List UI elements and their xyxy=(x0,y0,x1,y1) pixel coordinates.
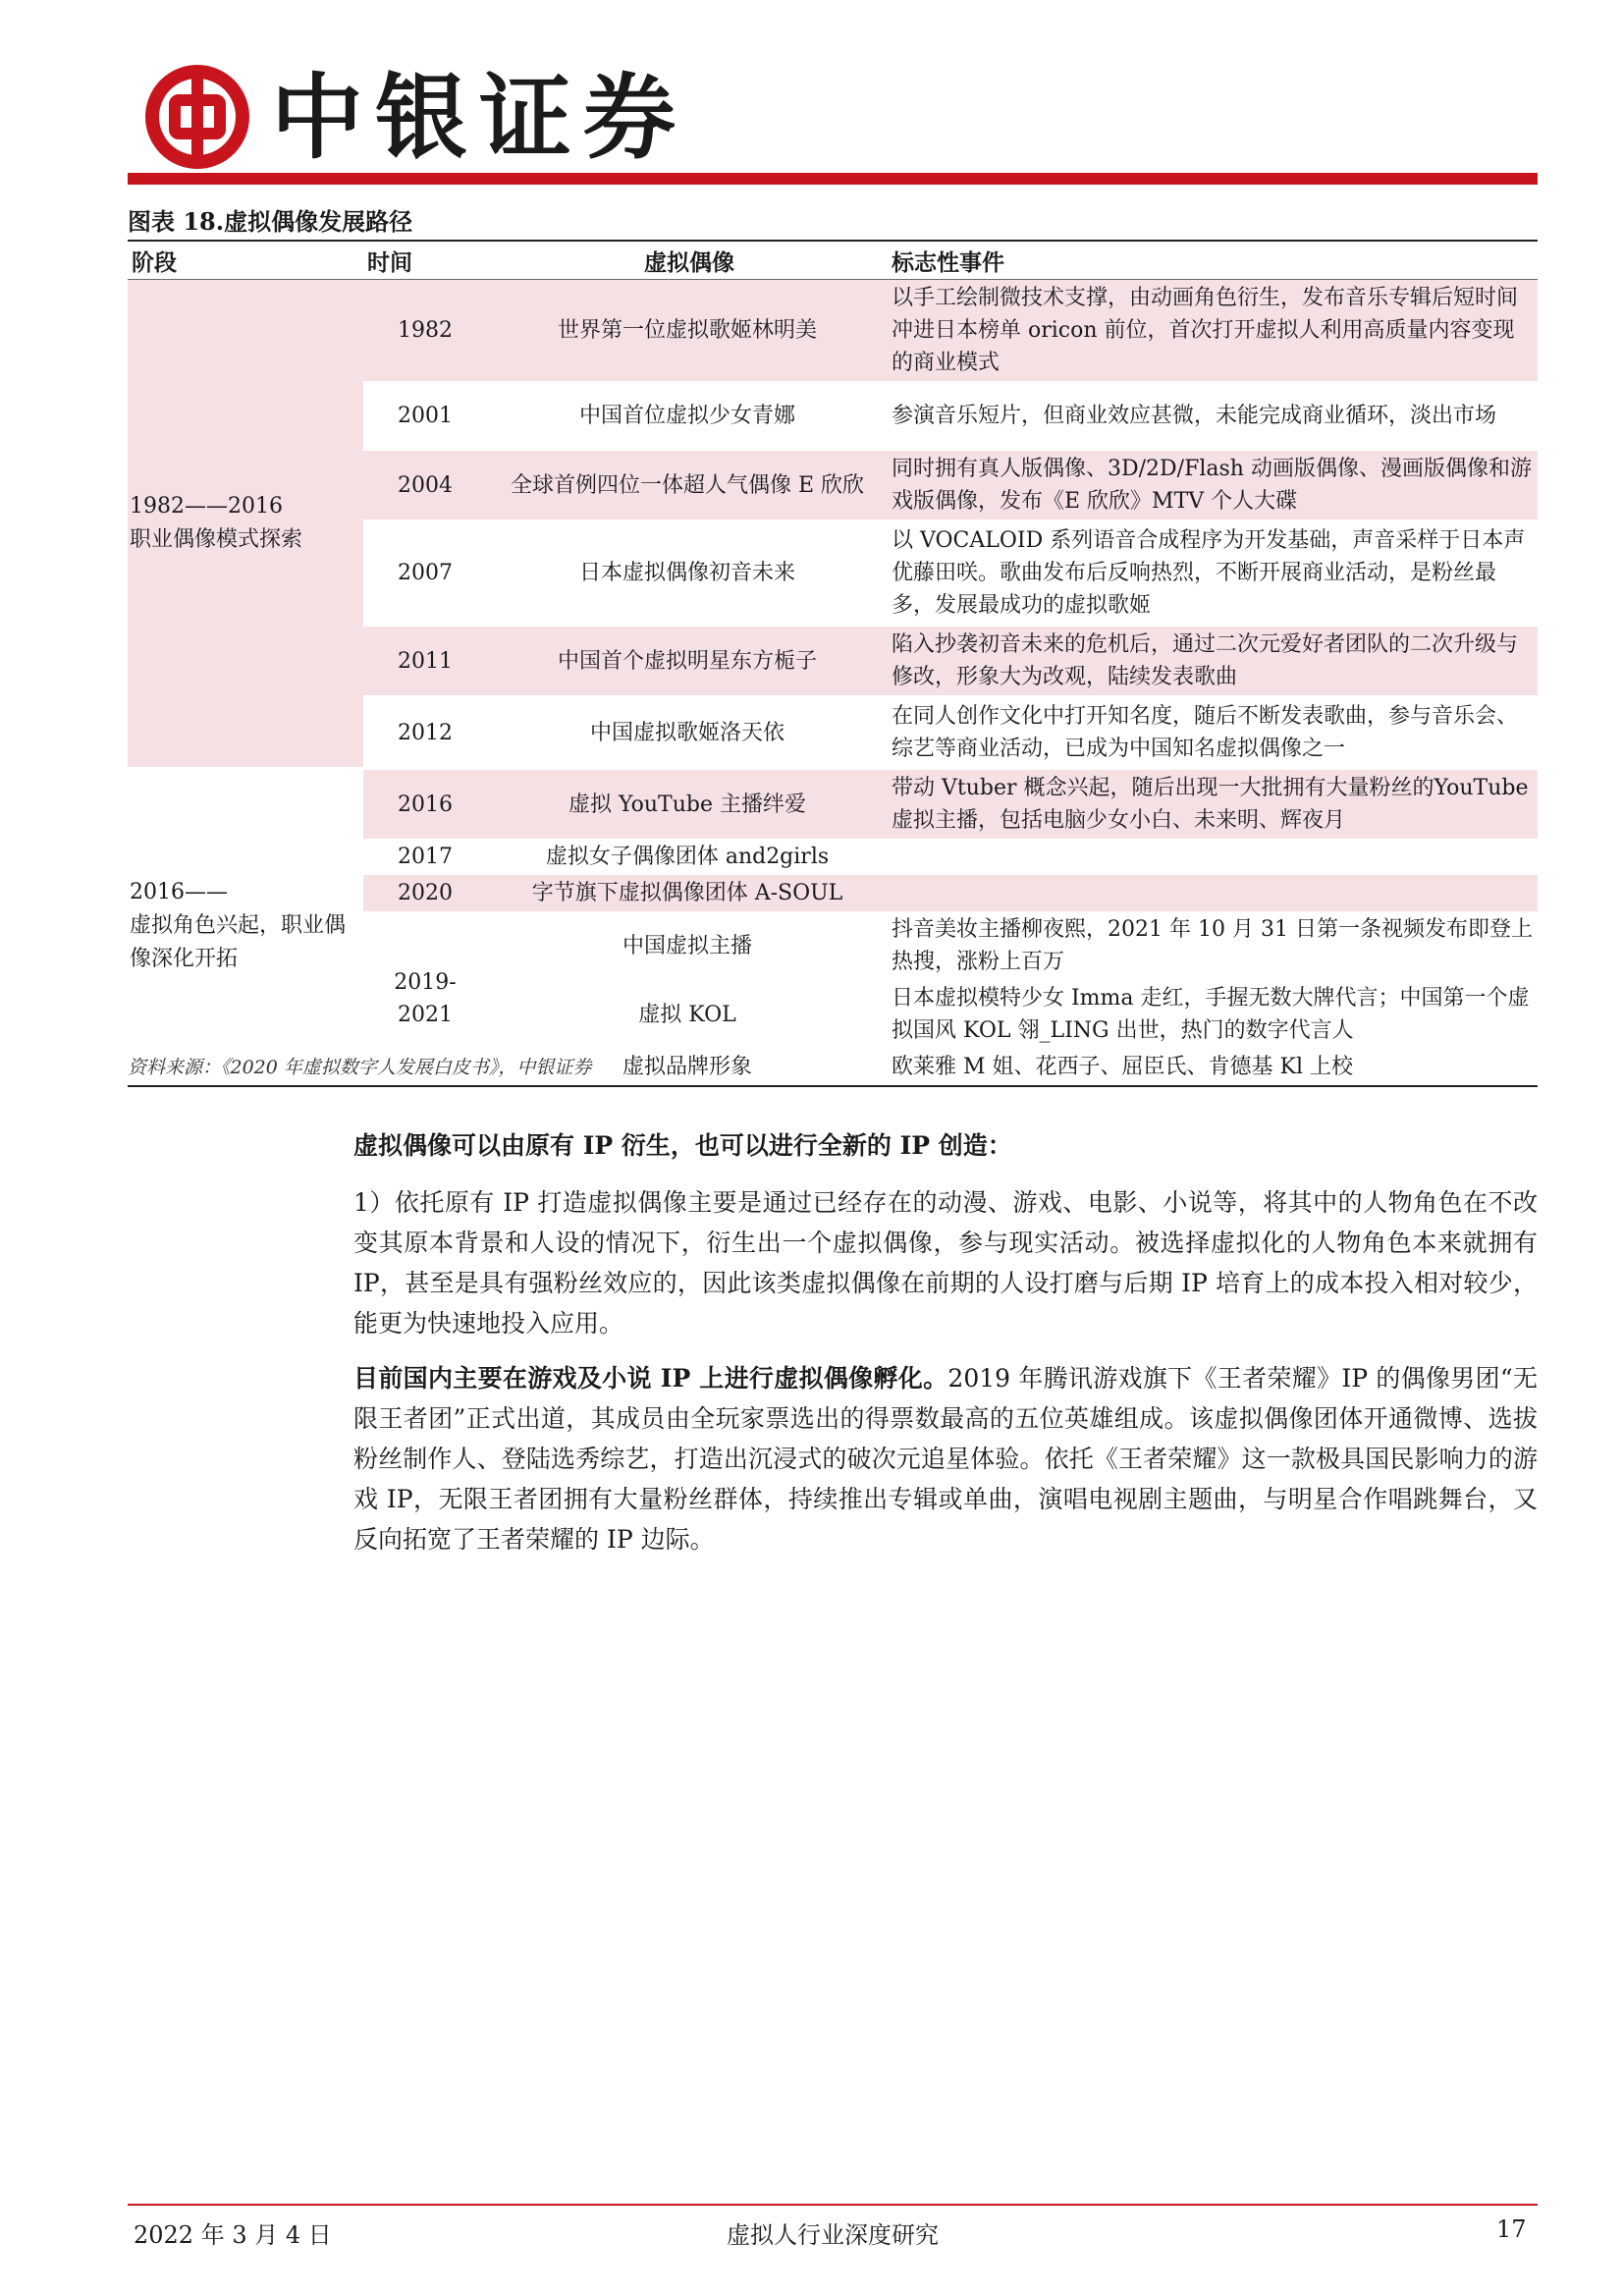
stage-cell-2 xyxy=(128,767,363,1085)
idol-timeline-table xyxy=(128,240,1538,1087)
year-cell: 2011 xyxy=(363,624,487,695)
header-rule xyxy=(128,173,1538,185)
event-cell: 同时拥有真人版偶像、3D/2D/Flash 动画版偶像、漫画版偶像和游戏版偶像，发布《E 欣欣》MTV 个人大碟 xyxy=(888,448,1538,519)
event-cell: 以 VOCALOID 系列语音合成程序为开发基础，声音采样于日本声优藤田咲。歌曲发布后反响热烈，不断开展商业活动，是粉丝最多，发展最成功的虚拟歌姬 xyxy=(888,519,1538,624)
stage-label: 2016—— 虚拟角色兴起，职业偶像深化开拓 xyxy=(130,880,347,971)
table-row xyxy=(128,280,1538,381)
section-heading: 虚拟偶像可以由原有 IP 衍生，也可以进行全新的 IP 创造： xyxy=(353,1131,1012,1160)
event-cell: 陷入抄袭初音未来的危机后，通过二次元爱好者团队的二次升级与修改，形象大为改观，陆续发表歌曲 xyxy=(888,624,1538,695)
col-idol: 虚拟偶像 xyxy=(487,242,888,280)
idol-cell: 中国虚拟主播 xyxy=(622,933,752,958)
idol-cell: 中国虚拟歌姬洛天依 xyxy=(487,695,888,767)
event-cell: 参演音乐短片，但商业效应甚微，未能完成商业循环，淡出市场 xyxy=(888,381,1538,448)
event-cell xyxy=(888,875,1538,911)
figure-source: 资料来源：《2020 年虚拟数字人发展白皮书》，中银证券 xyxy=(128,1057,592,1078)
event-cell: 抖音美妆主播柳夜熙，2021 年 10 月 31 日第一条视频发布即登上热搜，涨粉上百万 xyxy=(892,917,1533,974)
figure-title: 图表 18.虚拟偶像发展路径 xyxy=(128,207,413,236)
footer-date: 2022 年 3 月 4 日 xyxy=(134,2221,332,2249)
col-event: 标志性事件 xyxy=(888,242,1538,280)
brand-name: 中银证券 xyxy=(271,64,688,172)
idol-cell: 虚拟品牌形象 xyxy=(622,1055,752,1079)
paragraph-2-body: 2019 年腾讯游戏旗下《王者荣耀》IP 的偶像男团“无限王者团”正式出道，其成员由全玩家票选出的得票数最高的五位英雄组成。该虚拟偶像团体开通微博、选拔粉丝制作人、登陆选秀综艺，打造出沉浸式的破次元追星体验。依托《王者荣耀》这一款极具国民影响力的游戏 IP，无限王者团拥有大量粉丝群体，持续推出专辑或单曲，演唱电视剧主题曲，与明星合作唱跳舞台，又反向拓宽了王者荣耀的 IP 边际。 xyxy=(353,1364,1538,1554)
idol-cell: 中国首个虚拟明星东方栀子 xyxy=(487,624,888,695)
idol-cell: 字节旗下虚拟偶像团体 A-SOUL xyxy=(487,875,888,911)
event-cell: 以手工绘制微技术支撑，由动画角色衍生，发布音乐专辑后短时间冲进日本榜单 oricon 前位，首次打开虚拟人利用高质量内容变现的商业模式 xyxy=(888,280,1538,381)
page-number: 17 xyxy=(1496,2215,1527,2243)
year-cell: 1982 xyxy=(363,280,487,381)
idol-cell: 世界第一位虚拟歌姬林明美 xyxy=(487,280,888,381)
stage-label: 1982——2016 职业偶像模式探索 xyxy=(130,494,303,552)
year-cell: 2012 xyxy=(363,695,487,767)
table-header-row xyxy=(128,242,1538,280)
event-cell: 在同人创作文化中打开知名度，随后不断发表歌曲，参与音乐会、综艺等商业活动，已成为中国知名虚拟偶像之一 xyxy=(888,695,1538,767)
bank-of-china-logo-icon xyxy=(145,65,249,169)
year-cell: 2017 xyxy=(398,845,453,869)
idol-cell: 虚拟 KOL xyxy=(638,1002,736,1027)
event-cell: 欧莱雅 M 姐、花西子、屈臣氏、肯德基 Kl 上校 xyxy=(892,1055,1353,1079)
year-cell: 2019-2021 xyxy=(394,969,457,1027)
year-cell: 2004 xyxy=(363,448,487,519)
table-bottom-rule xyxy=(128,1085,1538,1087)
year-cell: 2020 xyxy=(363,875,487,911)
paragraph-2 xyxy=(353,1358,1538,1559)
table-row xyxy=(128,767,1538,839)
stage-cell-1 xyxy=(128,280,363,767)
year-cell: 2007 xyxy=(363,519,487,624)
idol-cell: 全球首例四位一体超人气偶像 E 欣欣 xyxy=(487,448,888,519)
page-header xyxy=(145,65,1540,187)
footer-report-title: 虚拟人行业深度研究 xyxy=(727,2221,939,2249)
idol-cell: 中国首位虚拟少女青娜 xyxy=(487,381,888,448)
event-cell: 日本虚拟模特少女 Imma 走红，手握无数大牌代言；中国第一个虚拟国风 KOL 翎_LING 出世，热门的数字代言人 xyxy=(892,986,1530,1043)
idol-cell: 日本虚拟偶像初音未来 xyxy=(487,519,888,624)
col-stage: 阶段 xyxy=(128,242,363,280)
event-cell xyxy=(888,839,1538,875)
event-cell: 带动 Vtuber 概念兴起，随后出现一大批拥有大量粉丝的YouTube 虚拟主播，包括电脑少女小白、未来明、辉夜月 xyxy=(888,767,1538,839)
idol-cell: 虚拟女子偶像团体 and2girls xyxy=(545,845,830,869)
year-cell: 2016 xyxy=(363,767,487,839)
col-year: 时间 xyxy=(363,242,487,280)
year-cell: 2001 xyxy=(363,381,487,448)
paragraph-1: 1）依托原有 IP 打造虚拟偶像主要是通过已经存在的动漫、游戏、电影、小说等，将其中的人物角色在不改变其原本背景和人设的情况下，衍生出一个虚拟偶像，参与现实活动。被选择虚拟化的人物角色本来就拥有 IP，甚至是具有强粉丝效应的，因此该类虚拟偶像在前期的人设打磨与后期 IP 培育上的成本投入相对较少，能更为快速地投入应用。 xyxy=(353,1188,1538,1338)
idol-cell: 虚拟 YouTube 主播绊爱 xyxy=(487,767,888,839)
footer-rule xyxy=(128,2204,1538,2206)
paragraph-2-lead: 目前国内主要在游戏及小说 IP 上进行虚拟偶像孵化。 xyxy=(353,1364,948,1393)
